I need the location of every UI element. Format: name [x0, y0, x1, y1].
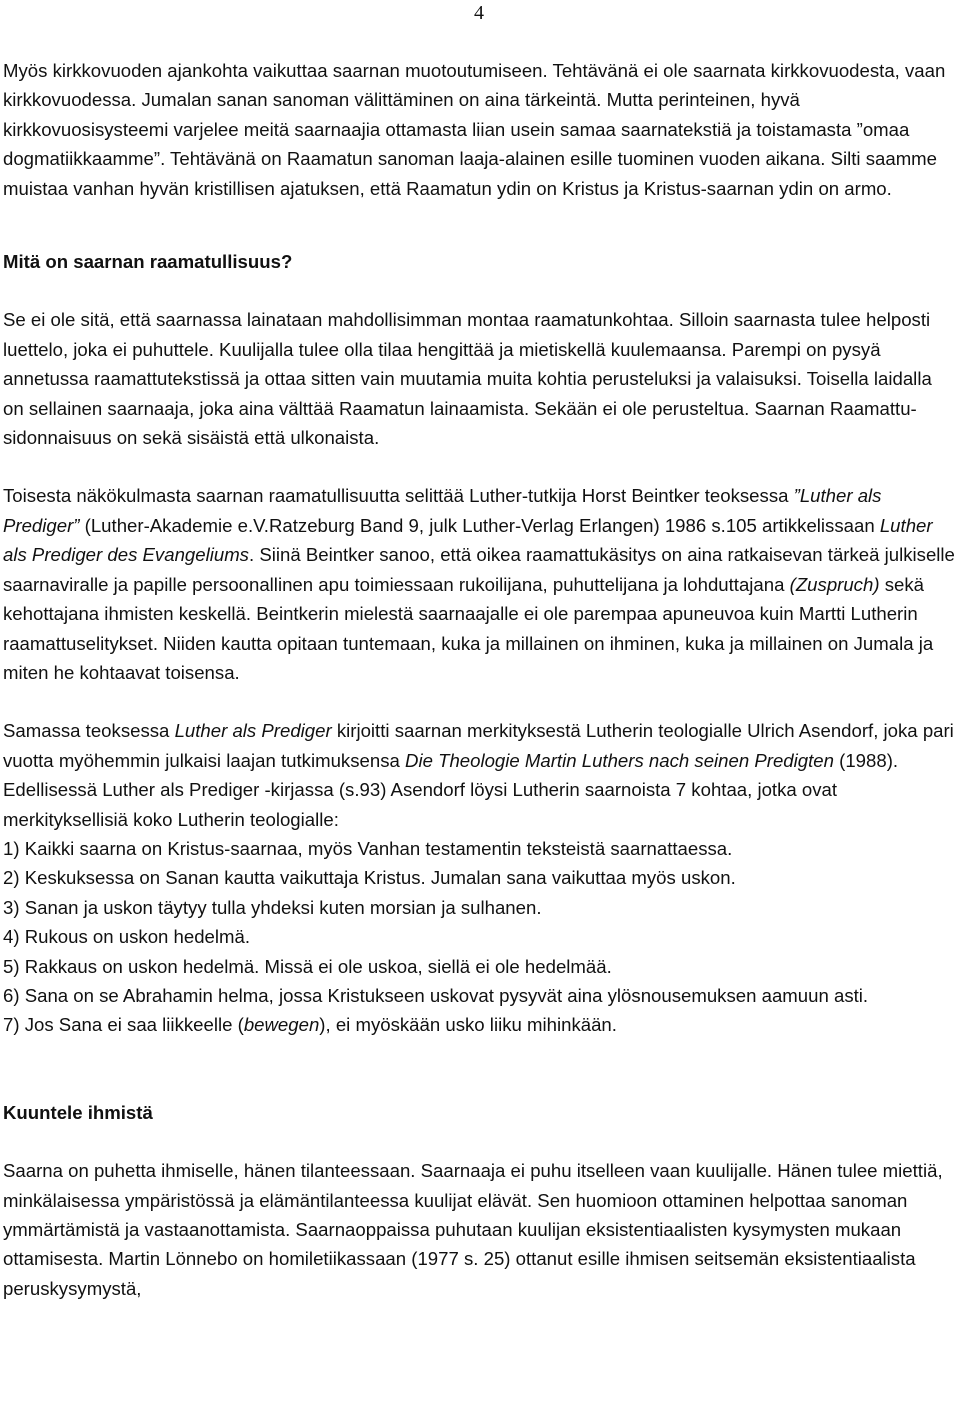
list-item: 5) Rakkaus on uskon hedelmä. Missä ei ole uskoa, siellä ei ole hedelmää.: [3, 955, 612, 977]
list-item: 7) Jos Sana ei saa liikkeelle (bewegen), ei myöskään usko liiku mihinkään.: [3, 1014, 617, 1036]
term-bewegen: bewegen: [243, 1014, 320, 1036]
book-title: Luther als Prediger: [174, 720, 332, 742]
luther-points-list: [3, 834, 957, 1040]
article-title: Luther als Prediger des Evangeliums: [3, 514, 933, 566]
heading-listen: Kuuntele ihmistä: [3, 1101, 153, 1123]
book-title-luther-als-prediger: ”Luther als Prediger”: [3, 485, 882, 536]
document-body: [3, 56, 957, 1303]
paragraph-church-year: Myös kirkkovuoden ajankohta vaikuttaa saarnan muotoutumiseen. Tehtävänä ei ole saarnata kirkkovuodesta, vaan kirkkovuodessa. Jumalan sanan sanoman välittäminen on aina tärkeintä. Mutta perinteinen, hyvä kirkkovuosisysteemi varjelee meitä saarnaajia ottamasta liian usein samaa saarnatekstiä ja toistamasta ”omaa dogmatiikkaamme”. Tehtävänä on Raamatun sanoman laaja-alainen esille tuominen vuoden aikana. Silti saamme muistaa vanhan hyvän kristillisen ajatuksen, että Raamatun ydin on Kristus ja Kristus-saarnan ydin on armo.: [3, 60, 946, 199]
heading-biblicality: Mitä on saarnan raamatullisuus?: [3, 251, 293, 273]
paragraph-listener: Saarna on puhetta ihmiselle, hänen tilanteessaan. Saarnaaja ei puhu itselleen vaan kuulijalle. Hänen tulee miettiä, minkälaisessa ympäristössä ja elämäntilanteessa kuulijat elävät. Sen huomioon ottaminen helpottaa sanoman ymmärtämistä ja vastaanottamista. Saarnaoppaissa puhutaan kuulijan eksistentiaalisten kysymysten mukaan ottamisesta. Martin Lönnebo on homiletiikassaan (1977 s. 25) ottanut esille ihmisen seitsemän eksistentiaalista peruskysymystä,: [3, 1160, 943, 1299]
list-item: 4) Rukous on uskon hedelmä.: [3, 926, 251, 948]
list-item: 6) Sana on se Abrahamin helma, jossa Kristukseen uskovat pysyvät aina ylösnousemuksen aamuun asti.: [3, 984, 869, 1006]
page-number: 4: [474, 2, 484, 24]
paragraph-quoting-scripture: Se ei ole sitä, että saarnassa lainataan mahdollisimman montaa raamatunkohtaa. Silloin saarnasta tulee helposti luettelo, joka ei puhuttele. Kuulijalla tulee olla tilaa hengittää ja mietiskellä kuulemaansa. Parempi on pysyä annetussa raamattutekstissä ja ottaa sitten vain muutamia muita kohtia perusteluksi ja valaisuksi. Toisella laidalla on sellainen saarnaaja, joka aina välttää Raamatun lainaamista. Sekään ei ole perusteltua. Saarnan Raamattu-sidonnaisuus on sekä sisäistä että ulkonaista.: [3, 309, 932, 449]
list-item: 1) Kaikki saarna on Kristus-saarnaa, myös Vanhan testamentin teksteistä saarnattaessa.: [3, 837, 733, 859]
list-item: 2) Keskuksessa on Sanan kautta vaikuttaja Kristus. Jumalan sana vaikuttaa myös uskon.: [3, 867, 736, 889]
study-title: Die Theologie Martin Luthers nach seinen Predigten: [405, 749, 834, 771]
paragraph-beintker: Toisesta näkökulmasta saarnan raamatullisuutta selittää Luther-tutkija Horst Beintker teoksessa ”Luther als Prediger” (Luther-Akademie e.V.Ratzeburg Band 9, julk Luther-Verlag Erlangen) 1986 s.105 artikkelissaan Luther als Prediger des Evangeliums. Siinä Beintker sanoo, että oikea raamattukäsitys on aina ratkaisevan tärkeä julkiselle saarnaviralle ja papille persoonallinen apu toimiessaan rukoilijana, puhuttelijana ja lohduttajana (Zuspruch) sekä kehottajana ihmisten keskellä. Beintkerin mielestä saarnaajalle ei ole parempaa apuneuvoa kuin Martti Lutherin raamattuselitykset. Niiden kautta opitaan tuntemaan, kuka ja millainen on ihminen, kuka ja millainen on Jumala ja miten he kohtaavat toisensa.: [3, 485, 955, 683]
list-item: 3) Sanan ja uskon täytyy tulla yhdeksi kuten morsian ja sulhanen.: [3, 896, 542, 918]
paragraph-asendorf: Samassa teoksessa Luther als Prediger kirjoitti saarnan merkityksestä Lutherin teologialle Ulrich Asendorf, joka pari vuotta myöhemmin julkaisi laajan tutkimuksensa Die Theologie Martin Luthers nach seinen Predigten (1988). Edellisessä Luther als Prediger -kirjassa (s.93) Asendorf löysi Lutherin saarnoista 7 kohtaa, jotka ovat merkityksellisiä koko Lutherin teologialle:: [3, 720, 954, 830]
term-zuspruch: (Zuspruch): [789, 573, 880, 595]
